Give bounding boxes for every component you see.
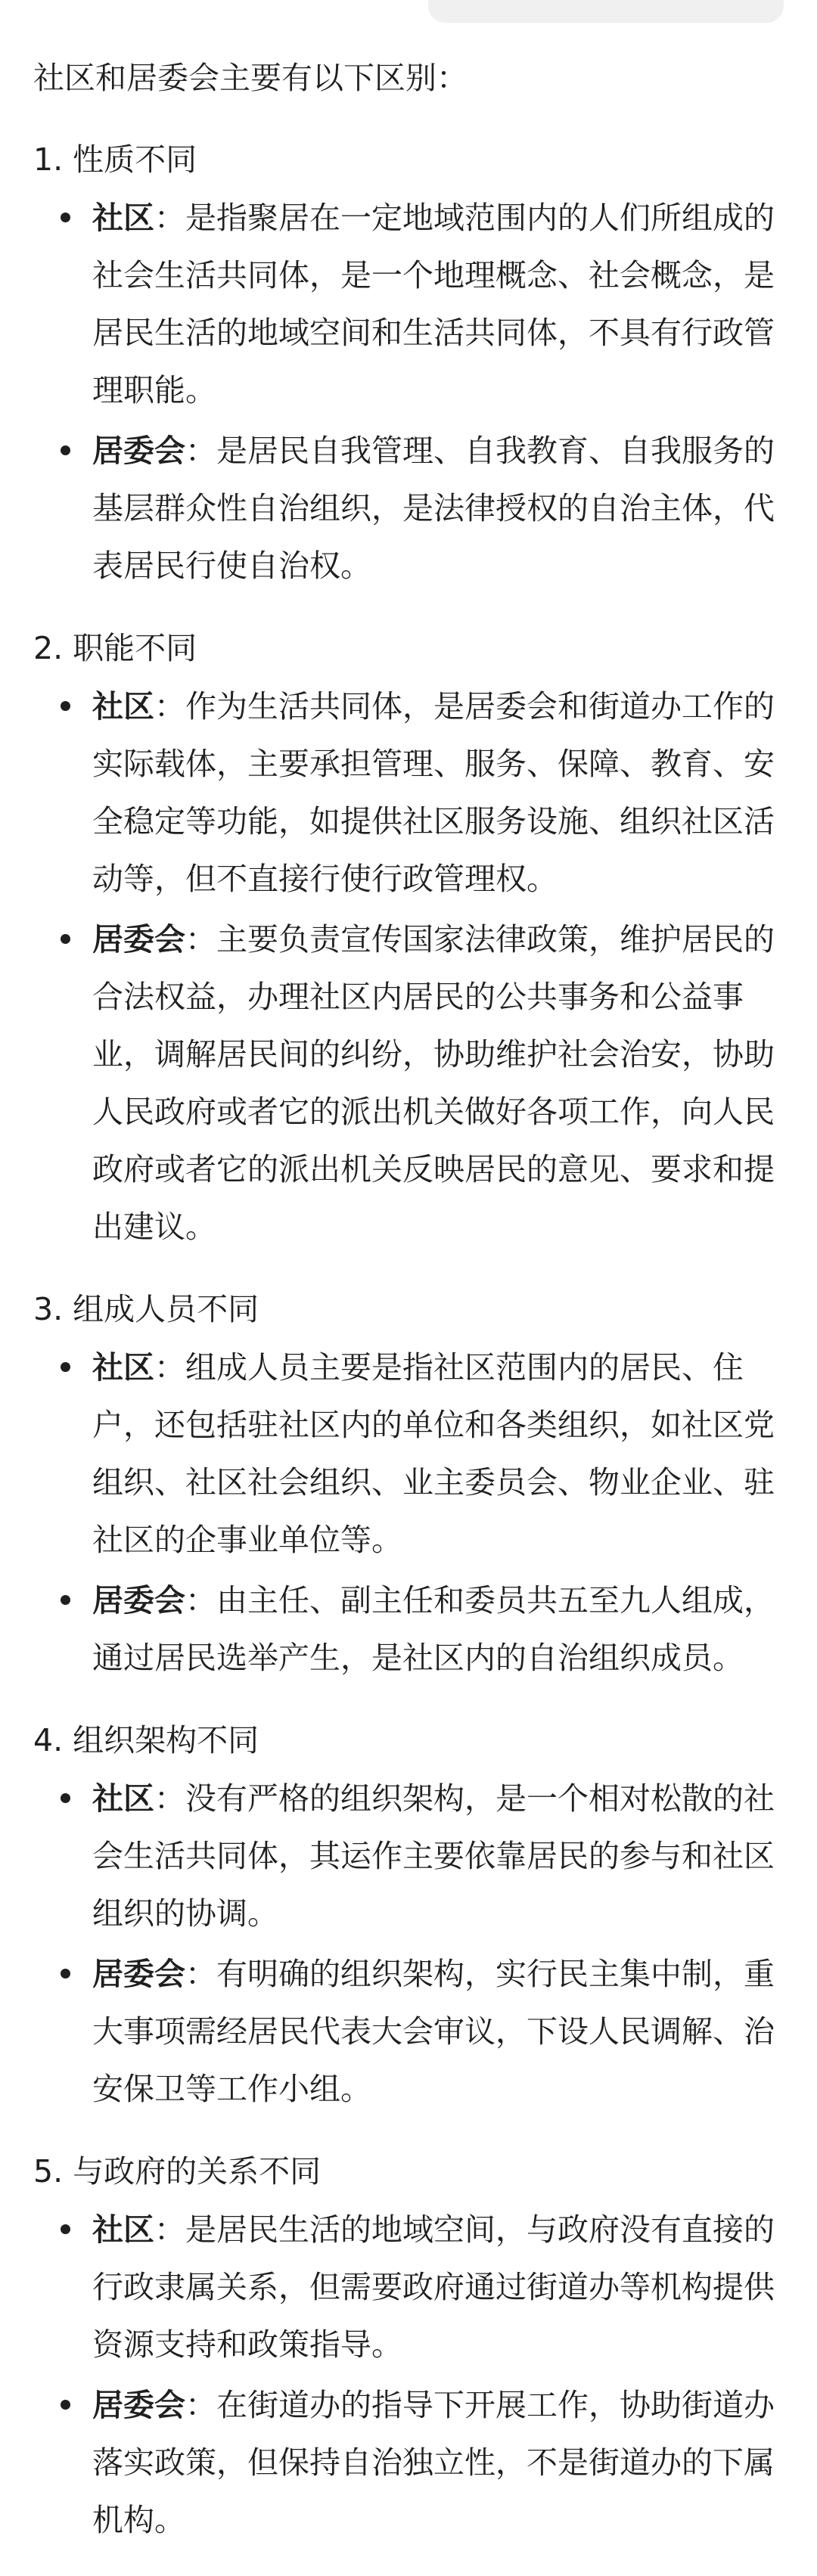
list-item — [33, 1339, 790, 1569]
item-separator: ： — [154, 1349, 185, 1386]
item-text: 没有严格的组织架构，是一个相对松散的社会生活共同体，其运作主要依靠居民的参与和社区组织的协调。 — [92, 1780, 775, 1932]
section-members — [33, 1283, 790, 1687]
section-nature — [33, 133, 790, 594]
section-title: 1. 性质不同 — [33, 141, 197, 178]
intro-text: 社区和居委会主要有以下区别： — [33, 60, 468, 96]
item-text: 主要负责宣传国家法律政策，维护居民的合法权益，办理社区内居民的公共事务和公益事业，调解居民间的纠纷，协助维护社会治安，协助人民政府或者它的派出机关做好各项工作，向人民政府或者它的派出机关反映居民的意见、要求和提出建议。 — [92, 921, 775, 1245]
section-title: 5. 与政府的关系不同 — [33, 2153, 322, 2190]
item-separator: ： — [185, 1956, 216, 1992]
item-term: 居委会 — [92, 1956, 185, 1992]
item-separator: ： — [154, 688, 185, 725]
bullet-list — [33, 678, 790, 1255]
item-text: 组成人员主要是指社区范围内的居民、住户，还包括驻社区内的单位和各类组织，如社区党组织、社区社会组织、业主委员会、物业企业、驻社区的企事业单位等。 — [92, 1349, 775, 1558]
bullet-list — [33, 189, 790, 594]
bullet-dot-icon — [61, 445, 70, 455]
top-input-bar — [428, 0, 784, 23]
item-term: 社区 — [92, 1349, 154, 1386]
bullet-dot-icon — [61, 1969, 70, 1979]
section-structure — [33, 1714, 790, 2118]
item-term: 居委会 — [92, 921, 185, 957]
list-item — [33, 2376, 790, 2549]
item-separator: ： — [185, 921, 216, 957]
item-text: 作为生活共同体，是居委会和街道办工作的实际载体，主要承担管理、服务、保障、教育、安全稳定等功能，如提供社区服务设施、组织社区活动等，但不直接行使行政管理权。 — [92, 688, 775, 897]
item-separator: ： — [185, 433, 216, 469]
bullet-dot-icon — [61, 1793, 70, 1803]
item-separator: ： — [185, 1582, 216, 1619]
bullet-list — [33, 1339, 790, 1687]
item-term: 居委会 — [92, 433, 185, 469]
section-title: 3. 组成人员不同 — [33, 1291, 259, 1327]
list-item — [33, 189, 790, 419]
bullet-dot-icon — [61, 1595, 70, 1605]
item-term: 居委会 — [92, 2387, 185, 2423]
list-item — [33, 911, 790, 1255]
item-text: 是居民生活的地域空间，与政府没有直接的行政隶属关系，但需要政府通过街道办等机构提供资源支持和政策指导。 — [92, 2211, 775, 2363]
list-item — [33, 422, 790, 594]
section-title: 4. 组织架构不同 — [33, 1722, 259, 1758]
list-item — [33, 1770, 790, 1942]
item-term: 社区 — [92, 688, 154, 725]
item-text: 有明确的组织架构，实行民主集中制，重大事项需经居民代表大会审议，下设人民调解、治安保卫等工作小组。 — [92, 1956, 775, 2107]
section-title: 2. 职能不同 — [33, 630, 197, 666]
bullet-dot-icon — [61, 213, 70, 222]
bullet-dot-icon — [61, 1362, 70, 1372]
item-separator: ： — [154, 1780, 185, 1817]
bullet-dot-icon — [61, 701, 70, 711]
item-term: 社区 — [92, 1780, 154, 1817]
item-term: 社区 — [92, 2211, 154, 2248]
section-function — [33, 622, 790, 1255]
list-item — [33, 1572, 790, 1687]
bullet-dot-icon — [61, 934, 70, 944]
item-text: 是居民自我管理、自我教育、自我服务的基层群众性自治组织，是法律授权的自治主体，代表居民行使自治权。 — [92, 433, 775, 584]
bullet-list — [33, 1770, 790, 2118]
item-term: 社区 — [92, 200, 154, 236]
item-separator: ： — [154, 200, 185, 236]
bullet-dot-icon — [61, 2224, 70, 2234]
list-item — [33, 678, 790, 908]
item-separator: ： — [154, 2211, 185, 2248]
list-item — [33, 1945, 790, 2118]
section-government — [33, 2145, 790, 2549]
bullet-dot-icon — [61, 2400, 70, 2410]
item-text: 是指聚居在一定地域范围内的人们所组成的社会生活共同体，是一个地理概念、社会概念，是居民生活的地域空间和生活共同体，不具有行政管理职能。 — [92, 200, 775, 408]
item-text: 在街道办的指导下开展工作，协助街道办落实政策，但保持自治独立性，不是街道办的下属机构。 — [92, 2387, 775, 2538]
item-text: 由主任、副主任和委员共五至九人组成，通过居民选举产生，是社区内的自治组织成员。 — [92, 1582, 775, 1676]
item-term: 居委会 — [92, 1582, 185, 1619]
bullet-list — [33, 2201, 790, 2549]
item-separator: ： — [185, 2387, 216, 2423]
list-item — [33, 2201, 790, 2373]
answer-content — [33, 53, 790, 2576]
